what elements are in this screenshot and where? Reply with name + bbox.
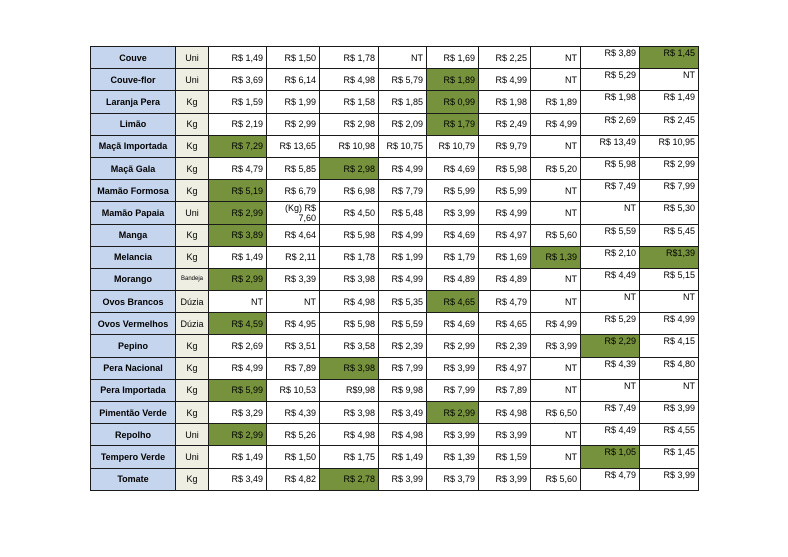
price-cell: R$9,98 <box>320 379 379 401</box>
price-cell: R$ 7,89 <box>479 379 531 401</box>
price-cell: NT <box>640 379 699 401</box>
price-cell: R$ 4,49 <box>581 424 640 446</box>
price-cell: R$ 1,39 <box>427 446 479 468</box>
price-cell: R$ 4,39 <box>267 402 320 424</box>
price-cell: R$ 2,99 <box>209 202 267 224</box>
price-cell: R$ 1,99 <box>379 246 427 268</box>
price-cell: R$ 9,98 <box>379 379 427 401</box>
product-name-cell: Pimentão Verde <box>91 402 176 424</box>
price-cell: R$ 2,09 <box>379 113 427 135</box>
price-cell: R$ 4,99 <box>209 357 267 379</box>
price-cell: R$ 4,15 <box>640 335 699 357</box>
price-cell: R$ 4,79 <box>209 157 267 179</box>
price-cell: R$ 4,99 <box>640 313 699 335</box>
price-cell: NT <box>209 291 267 313</box>
price-cell: R$ 4,99 <box>379 157 427 179</box>
price-cell: R$ 2,39 <box>479 335 531 357</box>
unit-cell: Uni <box>176 446 209 468</box>
unit-cell: Kg <box>176 335 209 357</box>
price-cell: R$ 5,99 <box>479 180 531 202</box>
price-cell: R$ 3,51 <box>267 335 320 357</box>
table-row <box>91 135 699 157</box>
price-cell: R$ 1,85 <box>379 91 427 113</box>
price-cell: R$ 3,99 <box>427 424 479 446</box>
price-cell: R$ 5,48 <box>379 202 427 224</box>
price-cell: R$ 4,95 <box>267 313 320 335</box>
price-cell: R$ 1,69 <box>479 246 531 268</box>
price-cell: R$ 13,65 <box>267 135 320 157</box>
product-name-cell: Maçã Gala <box>91 157 176 179</box>
price-cell: R$ 3,49 <box>209 468 267 490</box>
price-cell: NT <box>531 135 581 157</box>
product-name-cell: Pera Nacional <box>91 357 176 379</box>
product-name-cell: Melancia <box>91 246 176 268</box>
price-comparison-table <box>90 46 699 491</box>
price-cell: R$ 1,49 <box>379 446 427 468</box>
table-row <box>91 47 699 69</box>
price-cell: R$ 4,99 <box>479 202 531 224</box>
unit-cell: Bandeja <box>176 268 209 290</box>
price-cell: NT <box>581 202 640 224</box>
price-cell: NT <box>531 379 581 401</box>
unit-cell: Kg <box>176 379 209 401</box>
price-cell: R$ 6,98 <box>320 180 379 202</box>
price-cell: NT <box>531 268 581 290</box>
price-cell: R$ 2,10 <box>581 246 640 268</box>
unit-cell: Kg <box>176 135 209 157</box>
price-cell: R$ 10,75 <box>379 135 427 157</box>
price-cell: R$ 9,79 <box>479 135 531 157</box>
price-cell: R$ 3,99 <box>379 468 427 490</box>
price-cell: R$ 3,99 <box>640 402 699 424</box>
price-cell: R$ 3,49 <box>379 402 427 424</box>
price-cell: R$ 1,78 <box>320 246 379 268</box>
unit-cell: Uni <box>176 424 209 446</box>
price-cell: R$ 3,39 <box>267 268 320 290</box>
price-cell: R$ 7,99 <box>427 379 479 401</box>
price-cell: R$ 4,98 <box>320 291 379 313</box>
price-cell: R$ 3,99 <box>427 202 479 224</box>
price-cell: R$ 7,89 <box>267 357 320 379</box>
price-cell: R$ 6,14 <box>267 69 320 91</box>
price-cell: R$ 1,75 <box>320 446 379 468</box>
table-row <box>91 357 699 379</box>
price-cell: R$ 0,99 <box>427 91 479 113</box>
table-row <box>91 69 699 91</box>
price-cell: (Kg) R$ 7,60 <box>267 202 320 224</box>
price-cell: R$ 1,45 <box>640 446 699 468</box>
price-cell: NT <box>267 291 320 313</box>
price-cell: R$ 2,69 <box>581 113 640 135</box>
product-name-cell: Limão <box>91 113 176 135</box>
price-cell: R$ 4,99 <box>479 69 531 91</box>
price-cell: R$ 3,69 <box>209 69 267 91</box>
price-cell: R$ 10,95 <box>640 135 699 157</box>
price-cell: R$ 5,19 <box>209 180 267 202</box>
product-name-cell: Pepino <box>91 335 176 357</box>
table-row <box>91 313 699 335</box>
price-cell: R$ 1,49 <box>209 246 267 268</box>
price-cell: R$ 5,98 <box>320 224 379 246</box>
price-cell: R$ 5,79 <box>379 69 427 91</box>
price-cell: R$ 1,05 <box>581 446 640 468</box>
unit-cell: Dúzia <box>176 291 209 313</box>
table-row <box>91 91 699 113</box>
price-cell: R$ 3,99 <box>640 468 699 490</box>
product-name-cell: Morango <box>91 268 176 290</box>
unit-cell: Kg <box>176 224 209 246</box>
price-cell: R$ 4,98 <box>479 402 531 424</box>
price-cell: R$ 2,99 <box>209 424 267 446</box>
table-row <box>91 157 699 179</box>
table-row <box>91 468 699 490</box>
price-cell: R$ 2,29 <box>581 335 640 357</box>
price-cell: NT <box>531 69 581 91</box>
price-cell: R$ 5,60 <box>531 224 581 246</box>
price-cell: NT <box>531 180 581 202</box>
price-cell: R$ 1,79 <box>427 113 479 135</box>
price-cell: R$ 1,69 <box>427 47 479 69</box>
price-cell: R$ 5,26 <box>267 424 320 446</box>
price-cell: R$ 2,25 <box>479 47 531 69</box>
price-cell: R$ 4,89 <box>479 268 531 290</box>
price-cell: R$ 1,58 <box>320 91 379 113</box>
price-cell: R$ 2,99 <box>640 157 699 179</box>
price-cell: R$ 5,99 <box>209 379 267 401</box>
price-cell: R$ 10,98 <box>320 135 379 157</box>
price-cell: R$ 3,98 <box>320 357 379 379</box>
unit-cell: Dúzia <box>176 313 209 335</box>
price-cell: R$1,39 <box>640 246 699 268</box>
price-cell: R$ 3,99 <box>531 335 581 357</box>
price-cell: R$ 4,89 <box>427 268 479 290</box>
product-name-cell: Ovos Vermelhos <box>91 313 176 335</box>
price-cell: R$ 4,69 <box>427 313 479 335</box>
price-cell: R$ 1,98 <box>581 91 640 113</box>
unit-cell: Kg <box>176 157 209 179</box>
price-cell: R$ 2,99 <box>209 268 267 290</box>
product-name-cell: Ovos Brancos <box>91 291 176 313</box>
price-cell: R$ 4,99 <box>379 268 427 290</box>
price-cell: R$ 3,98 <box>320 402 379 424</box>
price-cell: R$ 13,49 <box>581 135 640 157</box>
price-cell: R$ 5,29 <box>581 313 640 335</box>
product-name-cell: Mamão Formosa <box>91 180 176 202</box>
price-cell: NT <box>581 291 640 313</box>
product-name-cell: Pera Importada <box>91 379 176 401</box>
table-row <box>91 402 699 424</box>
product-name-cell: Manga <box>91 224 176 246</box>
price-cell: R$ 4,98 <box>379 424 427 446</box>
price-table-body <box>91 47 699 491</box>
price-cell: NT <box>640 291 699 313</box>
price-cell: R$ 4,64 <box>267 224 320 246</box>
product-name-cell: Maçã Importada <box>91 135 176 157</box>
table-row <box>91 180 699 202</box>
price-cell: R$ 1,50 <box>267 446 320 468</box>
price-cell: R$ 6,50 <box>531 402 581 424</box>
price-cell: R$ 5,59 <box>581 224 640 246</box>
price-cell: R$ 1,89 <box>531 91 581 113</box>
price-cell: R$ 7,29 <box>209 135 267 157</box>
price-cell: R$ 2,19 <box>209 113 267 135</box>
price-cell: R$ 1,59 <box>479 446 531 468</box>
price-cell: R$ 7,49 <box>581 402 640 424</box>
price-cell: R$ 1,49 <box>640 91 699 113</box>
price-cell: R$ 2,98 <box>320 113 379 135</box>
price-cell: R$ 3,29 <box>209 402 267 424</box>
table-row <box>91 335 699 357</box>
price-cell: R$ 1,39 <box>531 246 581 268</box>
price-cell: R$ 4,55 <box>640 424 699 446</box>
unit-cell: Uni <box>176 69 209 91</box>
price-cell: R$ 3,58 <box>320 335 379 357</box>
table-row <box>91 424 699 446</box>
price-cell: R$ 2,69 <box>209 335 267 357</box>
price-cell: R$ 5,35 <box>379 291 427 313</box>
product-name-cell: Couve <box>91 47 176 69</box>
price-cell: R$ 5,45 <box>640 224 699 246</box>
price-cell: R$ 4,97 <box>479 224 531 246</box>
price-cell: NT <box>379 47 427 69</box>
price-cell: R$ 1,99 <box>267 91 320 113</box>
price-cell: R$ 4,79 <box>581 468 640 490</box>
price-cell: NT <box>531 202 581 224</box>
price-cell: R$ 4,97 <box>479 357 531 379</box>
price-cell: R$ 3,89 <box>209 224 267 246</box>
unit-cell: Kg <box>176 402 209 424</box>
price-cell: R$ 1,49 <box>209 446 267 468</box>
unit-cell: Kg <box>176 246 209 268</box>
price-cell: R$ 3,99 <box>479 468 531 490</box>
unit-cell: Uni <box>176 202 209 224</box>
price-cell: R$ 1,49 <box>209 47 267 69</box>
table-row <box>91 246 699 268</box>
price-cell: R$ 1,59 <box>209 91 267 113</box>
price-cell: NT <box>531 291 581 313</box>
price-cell: R$ 4,99 <box>531 313 581 335</box>
price-cell: R$ 5,98 <box>479 157 531 179</box>
price-cell: R$ 3,99 <box>427 357 479 379</box>
price-cell: R$ 2,11 <box>267 246 320 268</box>
price-cell: R$ 5,30 <box>640 202 699 224</box>
table-row <box>91 202 699 224</box>
price-cell: R$ 4,39 <box>581 357 640 379</box>
price-cell: R$ 1,78 <box>320 47 379 69</box>
price-cell: R$ 7,49 <box>581 180 640 202</box>
price-cell: R$ 2,98 <box>320 157 379 179</box>
price-cell: R$ 4,69 <box>427 224 479 246</box>
price-cell: R$ 7,79 <box>379 180 427 202</box>
product-name-cell: Tomate <box>91 468 176 490</box>
price-cell: R$ 2,39 <box>379 335 427 357</box>
price-cell: R$ 1,79 <box>427 246 479 268</box>
product-name-cell: Repolho <box>91 424 176 446</box>
unit-cell: Uni <box>176 47 209 69</box>
price-cell: NT <box>531 47 581 69</box>
table-row <box>91 268 699 290</box>
price-cell: R$ 4,98 <box>320 424 379 446</box>
price-cell: R$ 5,29 <box>581 69 640 91</box>
unit-cell: Kg <box>176 357 209 379</box>
price-cell: R$ 5,85 <box>267 157 320 179</box>
price-cell: R$ 5,59 <box>379 313 427 335</box>
price-cell: R$ 2,99 <box>427 335 479 357</box>
price-cell: R$ 5,60 <box>531 468 581 490</box>
price-cell: R$ 4,79 <box>479 291 531 313</box>
price-cell: R$ 4,65 <box>479 313 531 335</box>
price-cell: R$ 2,45 <box>640 113 699 135</box>
price-cell: R$ 2,99 <box>427 402 479 424</box>
table-row <box>91 291 699 313</box>
product-name-cell: Mamão Papaia <box>91 202 176 224</box>
table-row <box>91 224 699 246</box>
price-cell: NT <box>640 69 699 91</box>
price-cell: R$ 4,50 <box>320 202 379 224</box>
price-cell: R$ 1,89 <box>427 69 479 91</box>
unit-cell: Kg <box>176 91 209 113</box>
price-cell: NT <box>531 446 581 468</box>
price-cell: R$ 3,99 <box>479 424 531 446</box>
price-cell: R$ 10,53 <box>267 379 320 401</box>
price-cell: R$ 5,98 <box>581 157 640 179</box>
price-cell: R$ 4,49 <box>581 268 640 290</box>
price-cell: R$ 4,99 <box>379 224 427 246</box>
price-cell: R$ 1,45 <box>640 47 699 69</box>
price-cell: R$ 2,78 <box>320 468 379 490</box>
price-cell: R$ 3,98 <box>320 268 379 290</box>
price-cell: R$ 5,20 <box>531 157 581 179</box>
price-cell: R$ 3,79 <box>427 468 479 490</box>
price-cell: R$ 4,82 <box>267 468 320 490</box>
price-cell: R$ 4,69 <box>427 157 479 179</box>
price-cell: R$ 5,98 <box>320 313 379 335</box>
product-name-cell: Couve-flor <box>91 69 176 91</box>
price-cell: R$ 10,79 <box>427 135 479 157</box>
price-cell: R$ 1,98 <box>479 91 531 113</box>
price-cell: R$ 6,79 <box>267 180 320 202</box>
price-cell: R$ 4,80 <box>640 357 699 379</box>
product-name-cell: Laranja Pera <box>91 91 176 113</box>
price-cell: R$ 1,50 <box>267 47 320 69</box>
unit-cell: Kg <box>176 180 209 202</box>
table-row <box>91 113 699 135</box>
price-cell: R$ 2,49 <box>479 113 531 135</box>
price-cell: R$ 7,99 <box>379 357 427 379</box>
product-name-cell: Tempero Verde <box>91 446 176 468</box>
price-cell: R$ 5,15 <box>640 268 699 290</box>
table-row <box>91 446 699 468</box>
unit-cell: Kg <box>176 468 209 490</box>
unit-cell: Kg <box>176 113 209 135</box>
price-cell: NT <box>531 424 581 446</box>
price-cell: R$ 7,99 <box>640 180 699 202</box>
table-row <box>91 379 699 401</box>
price-cell: R$ 5,99 <box>427 180 479 202</box>
price-cell: R$ 4,98 <box>320 69 379 91</box>
price-cell: R$ 2,99 <box>267 113 320 135</box>
price-cell: R$ 3,89 <box>581 47 640 69</box>
price-cell: R$ 4,99 <box>531 113 581 135</box>
price-cell: R$ 4,65 <box>427 291 479 313</box>
price-cell: R$ 4,59 <box>209 313 267 335</box>
price-cell: NT <box>531 357 581 379</box>
price-cell: NT <box>581 379 640 401</box>
